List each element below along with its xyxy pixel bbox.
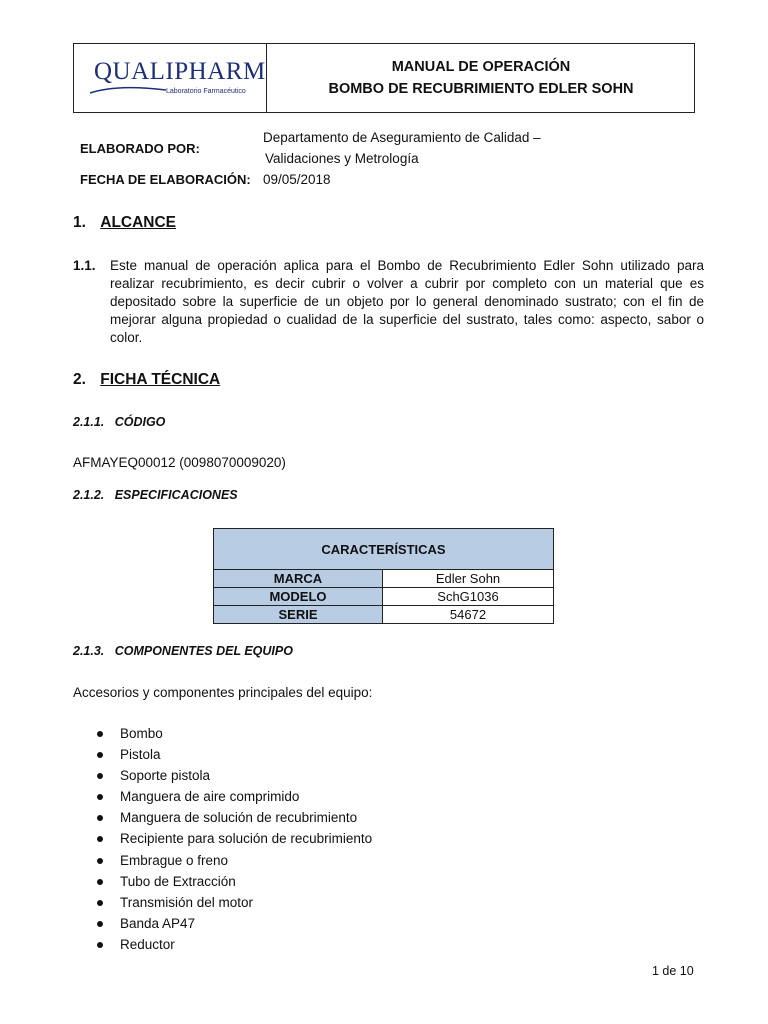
prepared-by-line1: Departamento de Aseguramiento de Calidad – <box>263 130 541 145</box>
specs-heading: 2.1.2. ESPECIFICACIONES <box>73 488 238 502</box>
bullet-icon <box>97 752 103 758</box>
section-1-number: 1. <box>73 214 86 231</box>
bullet-icon <box>97 921 103 927</box>
paragraph-1-1-number: 1.1. <box>73 258 96 273</box>
prepared-by-line2: Validaciones y Metrología <box>265 151 419 166</box>
paragraph-1-1-text: Este manual de operación aplica para el Bombo de Recubrimiento Edler Sohn utilizado para realizar recubrimiento, es decir cubrir o volver a cubrir por completo con un material que es depositado sobre la superficie de un objeto por lo general denominado sustrato; con el fin de mejorar alguna propiedad o cualidad de la superficie del sustrato, tales como: aspecto, sabor o color. <box>110 258 704 345</box>
title-line-1: MANUAL DE OPERACIÓN <box>391 59 571 75</box>
list-item: Tubo de Extracción <box>92 872 372 893</box>
document-header <box>73 43 695 113</box>
bullet-icon <box>97 836 103 842</box>
bullet-icon <box>97 942 103 948</box>
list-item: Reductor <box>92 935 372 956</box>
table-row <box>214 588 554 606</box>
spec-value-serial: 54672 <box>383 606 554 624</box>
code-heading: 2.1.1. CÓDIGO <box>73 415 166 429</box>
spec-key-model: MODELO <box>214 588 383 606</box>
list-item: Pistola <box>92 745 372 766</box>
list-item: Bombo <box>92 724 372 745</box>
bullet-icon <box>97 773 103 779</box>
spec-value-brand: Edler Sohn <box>383 570 554 588</box>
logo-swoosh-icon <box>88 84 168 98</box>
components-heading: 2.1.3. COMPONENTES DEL EQUIPO <box>73 644 293 658</box>
list-item: Soporte pistola <box>92 766 372 787</box>
title-line-2: BOMBO DE RECUBRIMIENTO EDLER SOHN <box>328 81 634 97</box>
section-2-heading <box>73 371 220 389</box>
bullet-icon <box>97 794 103 800</box>
bullet-icon <box>97 879 103 885</box>
list-item: Recipiente para solución de recubrimiento <box>92 829 372 850</box>
section-2-title: FICHA TÉCNICA <box>100 371 221 388</box>
page-indicator: 1 de 10 <box>652 964 694 978</box>
document-title <box>267 44 695 112</box>
company-logo: QUALIPHARM <box>94 58 266 85</box>
table-row <box>214 606 554 624</box>
list-item: Banda AP47 <box>92 914 372 935</box>
spec-key-brand: MARCA <box>214 570 383 588</box>
list-item: Manguera de aire comprimido <box>92 787 372 808</box>
section-1-heading <box>73 214 176 232</box>
bullet-icon <box>97 900 103 906</box>
spec-value-model: SchG1036 <box>383 588 554 606</box>
date-value: 09/05/2018 <box>263 172 331 187</box>
logo-cell <box>74 44 267 112</box>
list-item: Manguera de solución de recubrimiento <box>92 808 372 829</box>
spec-key-serial: SERIE <box>214 606 383 624</box>
specs-table-caption: CARACTERÍSTICAS <box>214 529 554 570</box>
components-intro: Accesorios y componentes principales del equipo: <box>73 685 373 700</box>
list-item: Embrague o freno <box>92 851 372 872</box>
bullet-icon <box>97 815 103 821</box>
bullet-icon <box>97 858 103 864</box>
bullet-icon <box>97 731 103 737</box>
table-row <box>214 570 554 588</box>
components-list <box>92 724 372 956</box>
logo-subtitle: Laboratorio Farmacéutico <box>166 88 246 95</box>
code-value: AFMAYEQ00012 (0098070009020) <box>73 455 286 470</box>
specs-table <box>213 528 554 624</box>
list-item: Transmisión del motor <box>92 893 372 914</box>
section-2-number: 2. <box>73 371 86 388</box>
prepared-by-label: ELABORADO POR: <box>80 141 200 156</box>
date-label: FECHA DE ELABORACIÓN: <box>80 172 251 187</box>
section-1-title: ALCANCE <box>100 214 177 231</box>
